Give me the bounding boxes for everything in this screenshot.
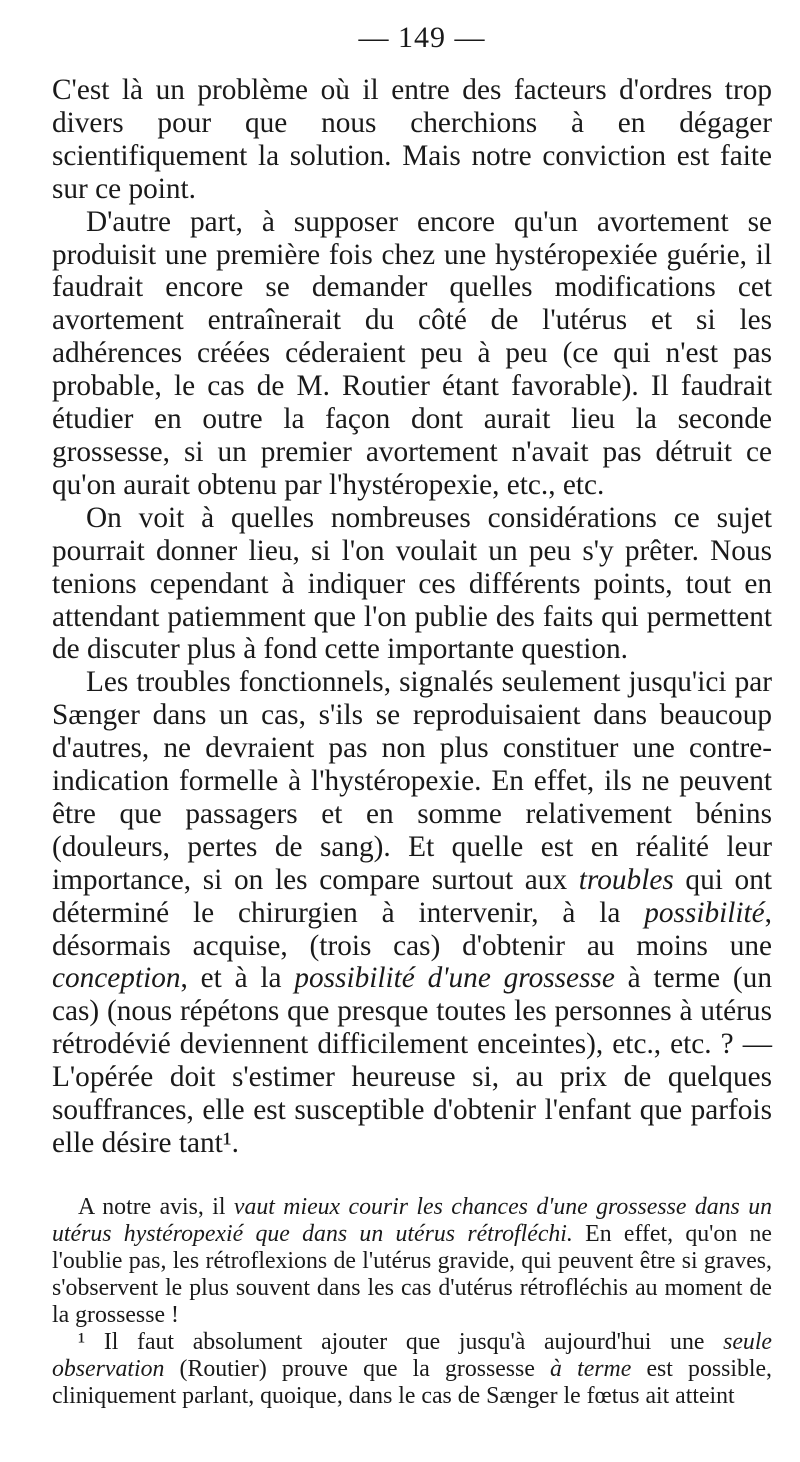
text-run: D'autre part, à supposer encore qu'un avortement se produisit une première fois chez une hystéropexiée guérie, il faudrait encore se demander quelles modifications cet avortement entraînerait du côté de l'utérus et si les adhérences créées céderaient peu à peu (ce qui n'est pas probable, le cas de M. Routier étant favorable). Il faudrait étudier en outre la façon dont aurait lieu la seconde grossesse, si un premier avortement n'avait pas détruit ce qu'on aurait obtenu par l'hystéropexie, etc., etc.	[52, 205, 772, 501]
text-run: (Routier) prouve que la grossesse	[164, 1355, 551, 1382]
text-run: à terme (un cas) (nous répétons que presque toutes les personnes à utérus rétrodévié deviennent difficilement enceintes), etc., etc. ? — L'opérée doit s'estimer heureuse si, au prix de quelques souffrances, elle est susceptible d'obtenir l'enfant que parfois elle désire tant¹.	[52, 962, 772, 1159]
footnote	[52, 1329, 772, 1410]
page-number: — 149 —	[358, 21, 486, 54]
footnotes	[52, 1194, 772, 1410]
italic-text: conception	[52, 962, 181, 995]
italic-text: possibilité	[644, 896, 765, 929]
paragraph	[52, 502, 772, 667]
text-run: On voit à quelles nombreuses considérations ce sujet pourrait donner lieu, si l'on voulait un peu s'y prêter. Nous tenions cependant à indiquer ces différents points, tout en attendant patiemment que l'on publie des faits qui permettent de discuter plus à fond cette importante question.	[52, 501, 772, 666]
italic-text: à terme	[550, 1355, 632, 1382]
footnote	[52, 1194, 772, 1329]
text-run: qui ont déterminé le chirurgien à intervenir, à la	[52, 863, 772, 929]
text-run: ¹ Il faut absolument ajouter que jusqu'à aujourd'hui une	[78, 1328, 724, 1355]
italic-text: troubles	[578, 863, 674, 896]
italic-text: possibilité d'une grossesse	[294, 962, 615, 995]
text-run: En effet, qu'on ne l'oublie pas, les rétroflexions de l'utérus gravide, qui peuvent être si graves, s'observent le plus souvent dans les cas d'utérus rétrofléchis au moment de la grossesse !	[52, 1220, 772, 1328]
paragraph	[52, 666, 772, 1160]
italic-text: seule observation	[52, 1328, 772, 1382]
text-run: A notre avis, il	[78, 1193, 234, 1220]
body-text	[52, 74, 772, 1160]
text-run: Les troubles fonctionnels, signalés seulement jusqu'ici par Sænger dans un cas, s'ils se reproduisaient dans beaucoup d'autres, ne devraient pas non plus constituer une contre-indication formelle à l'hystéropexie. En effet, ils ne peuvent être que passagers et en somme relativement bénins (douleurs, pertes de sang). Et quelle est en réalité leur importance, si on les compare surtout aux	[52, 666, 772, 896]
text-run: , désormais acquise, (trois cas) d'obtenir au moins une	[52, 896, 772, 962]
paragraph	[52, 74, 772, 206]
paragraph	[52, 206, 772, 502]
italic-text: vaut mieux courir les chances d'une grossesse dans un utérus hystéropexié que dans un utérus rétrofléchi.	[52, 1193, 772, 1247]
text-run: , et à la	[180, 962, 295, 995]
text-run: est possible, cliniquement parlant, quoique, dans le cas de Sænger le fœtus ait atteint	[52, 1355, 772, 1409]
text-run: C'est là un problème où il entre des facteurs d'ordres trop divers pour que nous cherchions à en dégager scientifiquement la solution. Mais notre conviction est faite sur ce point.	[52, 74, 772, 205]
